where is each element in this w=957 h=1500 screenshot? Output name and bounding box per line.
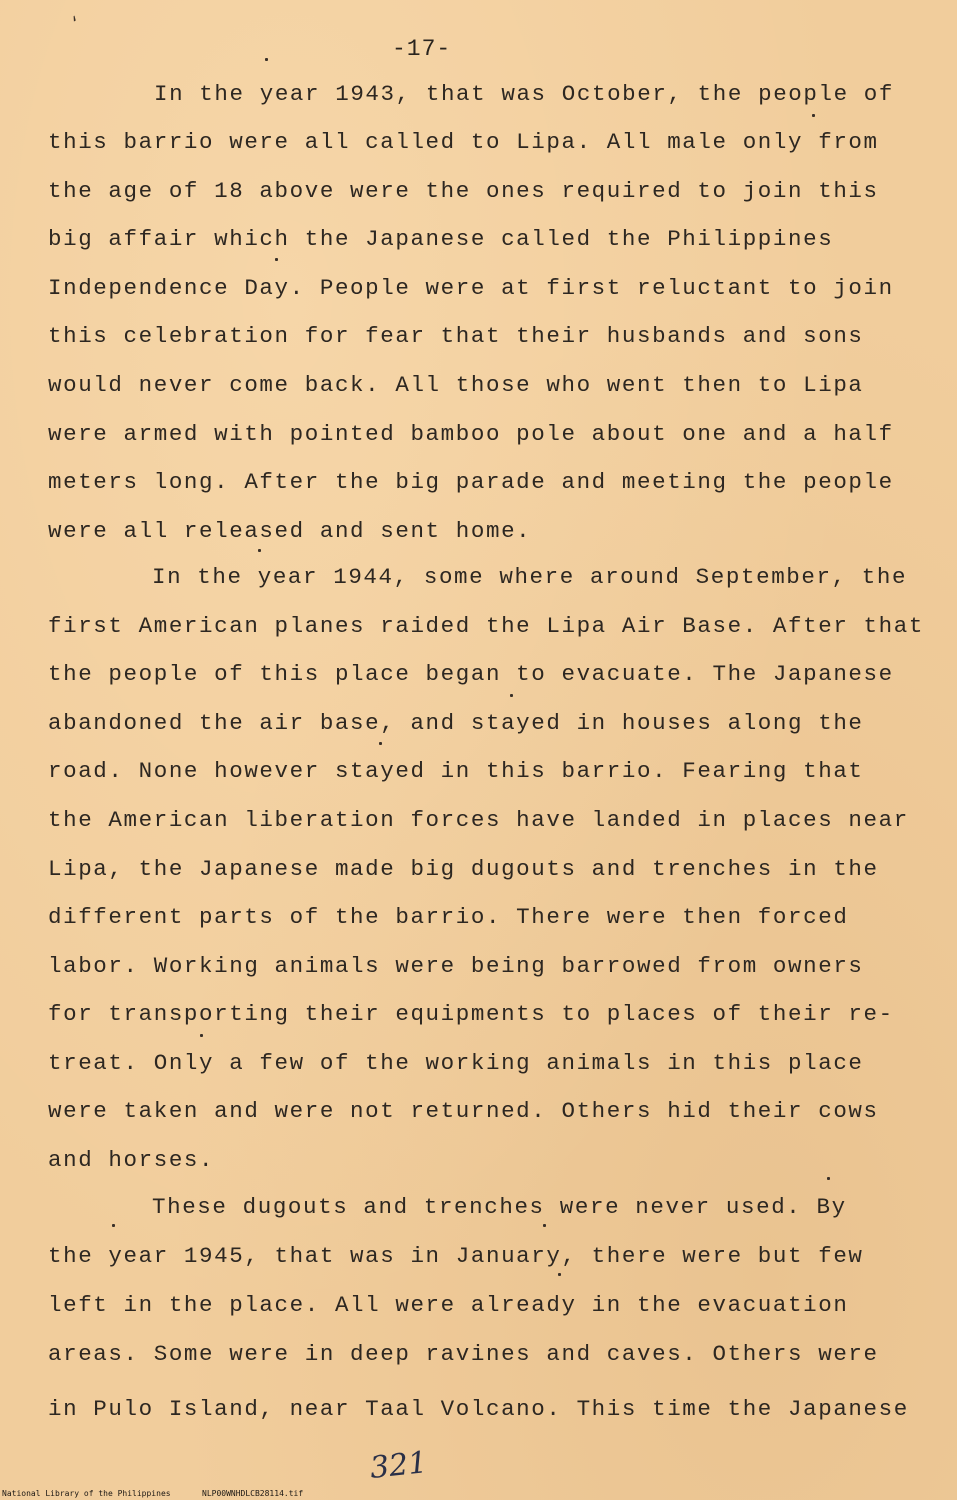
text-line: were taken and were not returned. Others hid their cows	[48, 1098, 879, 1124]
text-line: were all released and sent home.	[48, 518, 532, 544]
corner-mark: ‘	[68, 12, 86, 34]
page-number: -17-	[392, 36, 452, 62]
ink-mark	[543, 1224, 546, 1227]
ink-mark	[558, 1273, 561, 1276]
text-line: Lipa, the Japanese made big dugouts and trenches in the	[48, 856, 879, 882]
text-line: In the year 1944, some where around September, the	[152, 564, 908, 590]
text-line: road. None however stayed in this barrio. Fearing that	[48, 758, 864, 784]
ink-mark	[827, 1177, 830, 1180]
text-line: for transporting their equipments to places of their re-	[48, 1001, 894, 1027]
ink-mark	[112, 1224, 115, 1227]
text-line: first American planes raided the Lipa Air Base. After that	[48, 613, 924, 639]
text-line: and horses.	[48, 1147, 215, 1173]
text-line: this celebration for fear that their husbands and sons	[48, 323, 864, 349]
ink-mark	[379, 742, 382, 745]
ink-mark	[275, 258, 278, 261]
text-line: left in the place. All were already in the evacuation	[48, 1292, 849, 1318]
ink-mark	[200, 1034, 203, 1037]
text-line: this barrio were all called to Lipa. All male only from	[48, 129, 879, 155]
text-line: would never come back. All those who went then to Lipa	[48, 372, 864, 398]
file-name: NLP00WNHDLCB28114.tif	[202, 1489, 304, 1498]
text-line: the people of this place began to evacuate. The Japanese	[48, 661, 894, 687]
text-line: These dugouts and trenches were never used. By	[152, 1194, 847, 1220]
text-line: meters long. After the big parade and meeting the people	[48, 469, 894, 495]
ink-mark	[812, 114, 815, 117]
text-line: areas. Some were in deep ravines and caves. Others were	[48, 1341, 879, 1367]
handwritten-page-number: 321	[368, 1445, 429, 1486]
text-line: the year 1945, that was in January, there were but few	[48, 1243, 864, 1269]
text-line: treat. Only a few of the working animals in this place	[48, 1050, 864, 1076]
text-line: were armed with pointed bamboo pole about one and a half	[48, 421, 894, 447]
library-credit: National Library of the Philippines	[2, 1489, 171, 1498]
text-line: in Pulo Island, near Taal Volcano. This time the Japanese	[48, 1396, 909, 1422]
ink-mark	[258, 549, 261, 552]
text-line: labor. Working animals were being barrowed from owners	[48, 953, 864, 979]
text-line: In the year 1943, that was October, the people of	[154, 81, 895, 107]
text-line: big affair which the Japanese called the Philippines	[48, 226, 834, 252]
ink-mark	[510, 694, 513, 697]
text-line: the American liberation forces have landed in places near	[48, 807, 909, 833]
text-line: different parts of the barrio. There were then forced	[48, 904, 849, 930]
ink-mark	[265, 58, 268, 61]
text-line: the age of 18 above were the ones required to join this	[48, 178, 879, 204]
text-line: Independence Day. People were at first reluctant to join	[48, 275, 894, 301]
text-line: abandoned the air base, and stayed in houses along the	[48, 710, 864, 736]
